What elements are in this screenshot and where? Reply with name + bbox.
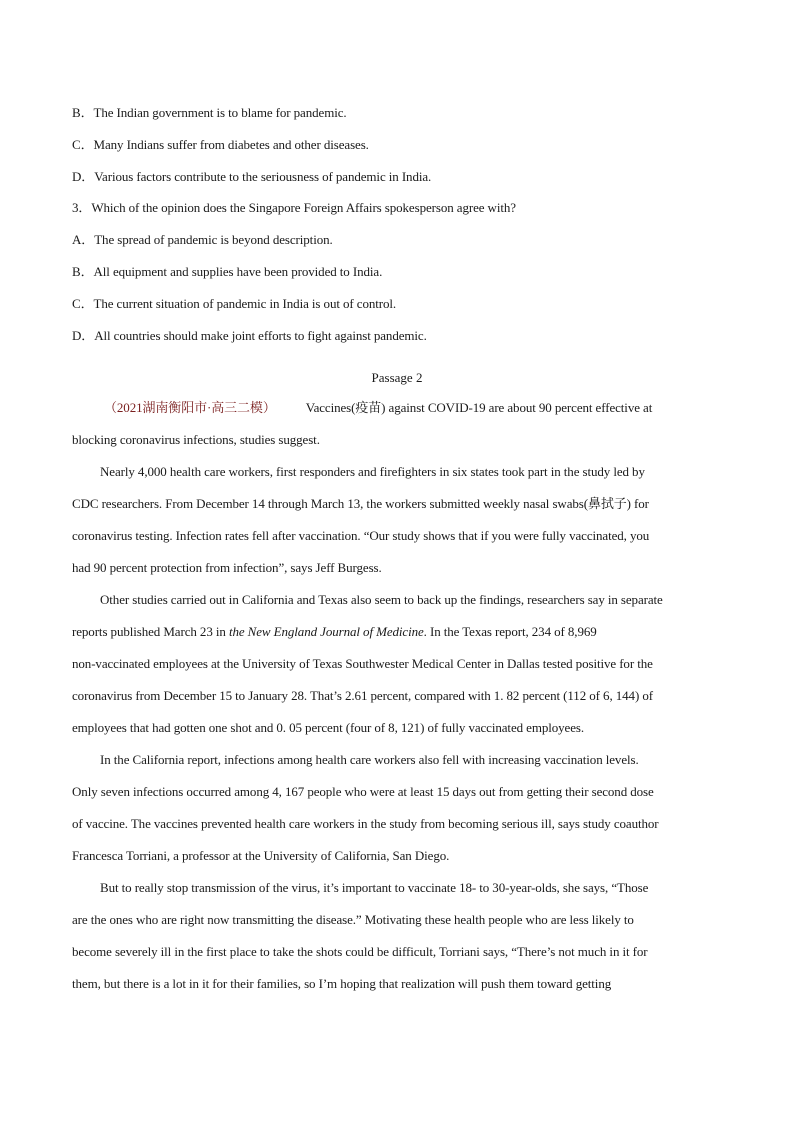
passage-paragraph-5: But to really stop transmission of the virus, it’s important to vaccinate 18- to 30-year-olds, she says, “Those are the ones who are right now transmitting the disease.” Motivating these health people who are less likely to become severely ill in the first place to take the shots could be difficult, Torriani says, “There’s not much in it for them, but there is a lot in it for their families, so I’m hoping that realization will push them toward getting	[72, 880, 649, 992]
question-2-options	[72, 97, 722, 192]
option-c[interactable]: C．Many Indians suffer from diabetes and other diseases.	[72, 136, 369, 152]
passage-paragraph-2: Nearly 4,000 health care workers, first responders and firefighters in six states took part in the study led by CDC researchers. From December 14 through March 13, the workers submitted weekly nasal swabs(鼻拭子) for coronavirus testing. Infection rates fell after vaccination. “Our study shows that if you were fully vaccinated, you had 90 percent protection from infection”, says Jeff Burgess.	[72, 464, 650, 576]
document-page	[72, 97, 722, 1000]
question-3	[72, 192, 722, 351]
source-citation: （2021湖南衡阳市·高三二模）	[104, 400, 276, 416]
option-b[interactable]: B．The Indian government is to blame for pandemic.	[72, 105, 347, 120]
journal-title: the New England Journal of Medicine	[228, 624, 424, 640]
option-d[interactable]: D．Various factors contribute to the seriousness of pandemic in India.	[72, 168, 432, 184]
option-d[interactable]: D．All countries should make joint efforts to fight against pandemic.	[72, 327, 427, 343]
option-a[interactable]: A．The spread of pandemic is beyond description.	[72, 232, 333, 248]
passage-title: Passage 2	[371, 370, 423, 386]
passage-paragraph-1: （2021湖南衡阳市·高三二模） Vaccines(疫苗) against COVID-19 are about 90 percent effective at blocking coronavirus infections, studies suggest.	[72, 400, 653, 448]
passage-paragraph-4: In the California report, infections among health care workers also fell with increasing vaccination levels. Only seven infections occurred among 4, 167 people who were at least 15 days out from getting their second dose of vaccine. The vaccines prevented health care workers in the study from becoming serious ill, says study coauthor Francesca Torriani, a professor at the University of California, San Diego.	[72, 752, 659, 864]
passage-paragraph-3: Other studies carried out in California and Texas also seem to back up the findings, researchers say in separate reports published March 23 in the New England Journal of Medicine. In the Texas report, 234 of 8,969 non-vaccinated employees at the University of Texas Southwester Medical Center in Dallas tested positive for the coronavirus from December 15 to January 28. That’s 2.61 percent, compared with 1. 82 percent (112 of 6, 144) of employees that had gotten one shot and 0. 05 percent (four of 8, 121) of fully vaccinated employees.	[72, 592, 663, 736]
option-c[interactable]: C．The current situation of pandemic in India is out of control.	[72, 295, 397, 311]
option-b[interactable]: B．All equipment and supplies have been provided to India.	[72, 263, 383, 279]
question-3-stem: 3．Which of the opinion does the Singapore Foreign Affairs spokesperson agree with?	[72, 200, 516, 216]
